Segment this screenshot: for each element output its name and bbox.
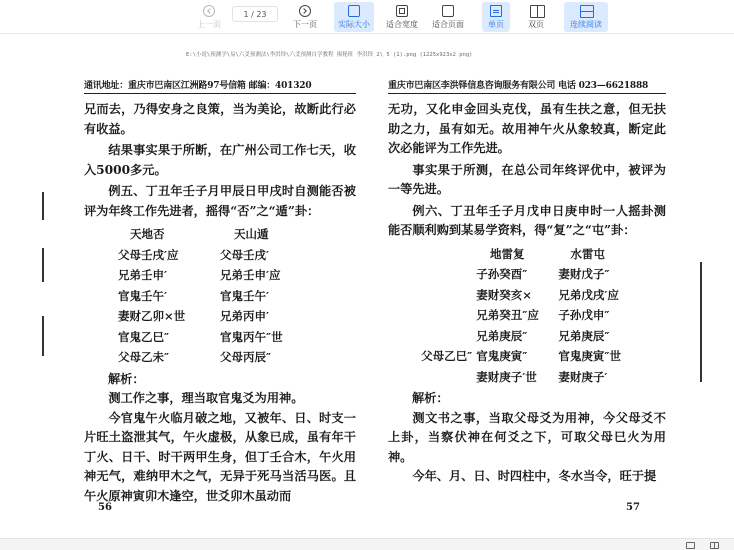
left-paragraph-1: 兄而去，乃得安身之良策，当为美论，故断此行必有收益。 [84,102,356,136]
right-paragraph-3: 例六、丁丑年壬子月戊申日庚申时一人摇卦测能否顺利购到某易学资料，得“复”之“屯”卦： [388,203,666,237]
viewer-toolbar [0,0,734,34]
gua-header: 水雷屯 [570,246,605,261]
single-view-icon[interactable] [686,542,695,549]
gua-cell: 兄弟壬申′ [118,268,168,282]
gua-cell: 兄弟庚辰″ [476,328,528,343]
gua-cell: 妻财乙卯×世 [118,309,186,323]
gua-cell: 妻财庚子′ [558,369,608,384]
scan-mark [42,316,44,356]
prev-page-label: 上一页 [197,20,221,29]
scan-mark [42,192,44,220]
gua-cell [392,305,476,326]
gua-cell: 父母壬戌′应 [118,247,179,262]
image-path-text: E:\小说\预测学\易\六爻预测法\李洪铎\六爻预测自学教程 揭秘班 李洪铎 2\ 5 (1).png (1225x923x2 png) [186,52,473,58]
prev-page-button[interactable] [192,2,226,32]
right-hexagram-table [392,244,666,388]
gua-cell [392,264,476,285]
double-page-button[interactable] [522,2,550,32]
gua-cell [392,285,476,306]
gua-row [392,326,666,347]
gua-row [392,367,666,388]
right-paragraph-5: 今年、月、日、时四柱中，冬水当令，旺于提 [412,469,657,483]
gua-row [118,347,356,368]
gua-cell: 妻财癸亥× [476,287,532,302]
left-hexagram-table [118,224,356,368]
left-page-number: 56 [98,502,112,513]
gua-cell [392,244,476,265]
gua-cell: 父母壬戌′ [220,247,270,262]
fit-page-button[interactable] [428,2,468,32]
double-view-icon[interactable] [710,542,719,549]
left-analysis-title: 解析： [108,371,145,386]
gua-cell: 父母乙未″ [118,350,170,364]
actual-size-button[interactable] [334,2,374,32]
gua-header: 天山遁 [234,227,269,241]
gua-cell: 兄弟戊戌′应 [558,287,619,302]
scan-mark [42,248,44,282]
gua-header-row [118,224,356,245]
continuous-reading-icon [580,5,592,17]
gua-cell: 妻财庚子′世 [476,369,537,384]
gua-row [392,285,666,306]
gua-row [118,286,356,307]
right-paragraph-4: 测文书之事，当取父母爻为用神，今父母爻不上卦，当察伏神在何爻之下，可取父母巳火为用神。 [388,410,666,464]
gua-header-row [392,244,666,265]
gua-cell: 官鬼乙巳″ [118,329,170,344]
gua-cell: 妻财戊子″ [558,267,610,281]
gua-cell: 父母乙巳″ [421,349,473,363]
left-paragraph-3: 例五、丁丑年壬子月甲辰日甲戌时自测能否被评为年终工作先进者，摇得“否”之“遁”卦： [84,184,356,218]
left-paragraph-5: 今官鬼午火临月破之地，又被年、日、时支一片旺土盗泄其气，午火虚极，从象已成，虽有年干丁火、日干、时干两甲生身，但丁壬合木，午火用神无气，难纳甲木之气，无异于死马当活马医。且午火原神寅卯木逢空，世爻卯木虽动而 [84,410,356,503]
fit-width-label: 适合宽度 [386,20,418,29]
right-analysis-title: 解析： [412,391,449,405]
gua-cell: 官鬼壬午′ [118,288,168,303]
fit-page-icon [442,5,454,17]
left-paragraph-4: 测工作之事，理当取官鬼爻为用神。 [108,391,304,405]
gua-row [118,327,356,348]
gua-header: 天地否 [130,227,165,241]
left-page [84,78,356,506]
gua-row [118,245,356,266]
next-page-label: 下一页 [293,20,317,29]
fit-width-button[interactable] [382,2,422,32]
fit-page-label: 适合页面 [432,20,464,29]
gua-cell [392,367,476,388]
gua-cell: 父母丙辰″ [220,350,272,364]
continuous-reading-label: 连续阅读 [570,20,602,29]
left-page-header: 通讯地址：重庆市巴南区江洲路97号信箱 邮编：401320 [84,78,356,94]
document-viewer[interactable] [0,34,734,538]
scan-mark [700,262,702,382]
gua-cell: 官鬼庚寅″世 [558,349,622,363]
left-paragraph-2: 结果事实果于所断，在广州公司工作七天，收入5000多元。 [84,143,356,177]
right-page [388,78,666,487]
gua-cell [392,326,476,347]
single-page-button[interactable] [482,2,510,32]
gua-cell: 官鬼壬午′ [220,288,270,303]
gua-cell: 官鬼丙午″世 [220,329,283,344]
double-page-icon [530,5,542,17]
gua-cell: 子孙戊申″ [558,308,610,322]
gua-row [392,264,666,285]
fit-width-icon [396,5,408,17]
gua-cell: 子孙癸酉″ [476,267,528,281]
right-page-number: 57 [626,502,640,513]
gua-cell: 官鬼庚寅″ [476,349,528,363]
chevron-left-icon [203,5,215,17]
right-paragraph-2: 事实果于所测，在总公司年终评优中，被评为一等先进。 [388,162,666,196]
gua-cell: 兄弟庚辰″ [558,328,610,343]
gua-row [392,346,666,367]
continuous-reading-button[interactable] [564,2,608,32]
status-bar [0,538,734,550]
gua-row [118,306,356,327]
right-page-header: 重庆市巴南区李洪铎信息咨询服务有限公司 电话 023—6621888 [388,78,666,94]
gua-header: 地雷复 [490,246,525,261]
single-page-label: 单页 [488,20,504,29]
next-page-button[interactable] [288,2,322,32]
actual-size-label: 实际大小 [338,20,370,29]
gua-row [118,265,356,286]
right-paragraph-1: 无功，又化申金回头克伐，虽有生扶之意，但无扶助之力，虽有如无。故用神午火从象较真，断定此次必能评为工作先进。 [388,102,666,155]
actual-size-icon [348,5,360,17]
double-page-label: 双页 [528,20,544,29]
gua-row [392,305,666,326]
single-page-icon [490,5,502,17]
gua-cell: 兄弟癸丑″应 [476,308,539,322]
page-indicator[interactable]: 1 / 23 [232,6,278,22]
gua-cell: 兄弟壬申′应 [220,268,281,282]
gua-cell: 兄弟丙申′ [220,309,270,323]
chevron-right-icon [299,5,311,17]
